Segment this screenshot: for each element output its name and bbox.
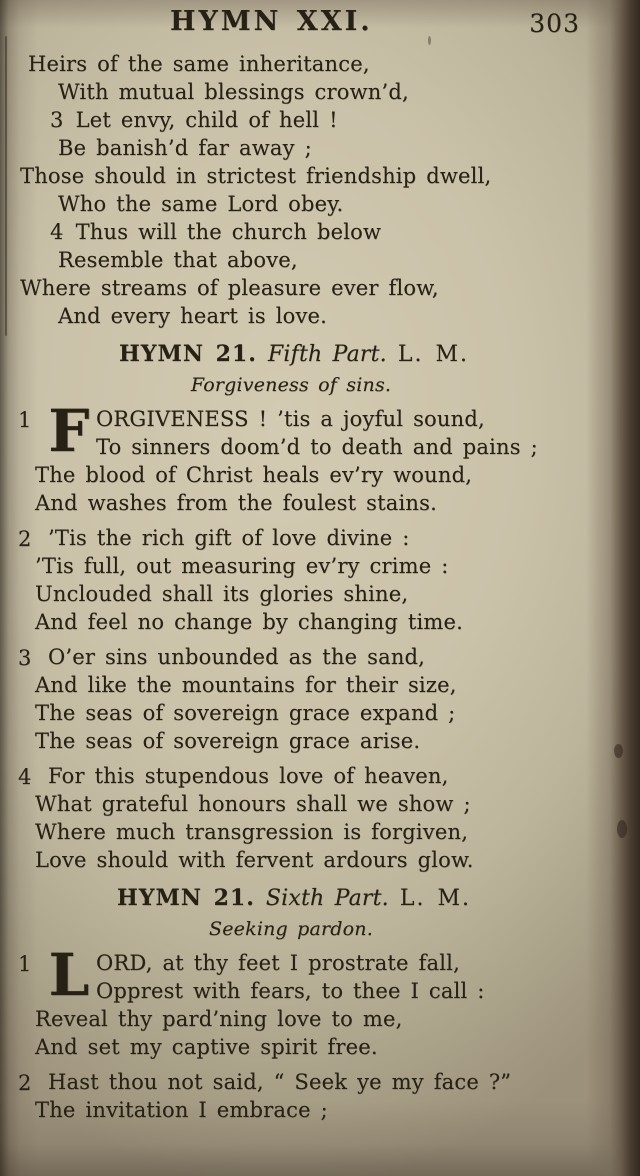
verse-line: And like the mountains for their size, [35,673,457,697]
hymn-meter: L. M. [397,342,469,367]
verse-line: Love should with fervent ardours glow. [35,848,474,872]
hymn-number: HYMN 21. [119,341,257,367]
verse-number: 1 [18,408,32,432]
verse-line: ’Tis full, out measuring ev’ry crime : [35,554,449,578]
verse-number: 4 [50,220,64,244]
verse-line [50,218,594,246]
verse-line: ORGIVENESS ! ’tis a joyful sound, [96,407,485,431]
verse-line: Hast thou not said, “ Seek ye my face ?” [48,1070,512,1094]
verse-line [50,106,594,134]
verse-line: O’er sins unbounded as the sand, [48,645,426,669]
hymn-verse [18,397,594,517]
running-header [18,8,594,50]
hymn-subtitle: Forgiveness of sins. [190,374,392,396]
verse-line: ’Tis the rich gift of love divine : [48,526,410,550]
verse-number: 3 [18,646,32,670]
verse-line: Resemble that above, [58,248,298,272]
hymn-number: HYMN 21. [116,885,255,911]
verse-line: And every heart is love. [58,304,328,328]
hymn-part: Fifth Part. [267,342,387,367]
verse-line: Reveal thy pard’ning love to me, [35,1007,403,1031]
verse-line: With mutual blessings crown’d, [58,80,409,104]
verse-number: 2 [18,1071,32,1095]
hymn-part: Sixth Part. [265,886,389,911]
verse-line: For this stupendous love of heaven, [48,764,449,788]
hymn-meter: L. M. [399,886,471,911]
verse-line: And feel no change by changing time. [35,610,464,634]
hymn-verse [18,524,594,636]
hymn-heading [6,884,582,913]
verse-line: The seas of sovereign grace arise. [35,729,421,753]
hymn-verse [18,643,594,755]
verse-number: 3 [50,108,64,132]
verse-line: Where streams of pleasure ever flow, [20,276,439,300]
page-title: HYMN XXI. [170,6,373,37]
verse-line: And set my captive spirit free. [35,1035,378,1059]
drop-cap: L [48,941,90,1009]
verse-line: ORD, at thy feet I prostrate fall, [96,951,460,975]
hymn-verse [18,941,594,1061]
verse-line: Be banish’d far away ; [58,136,312,160]
verse-line: Heirs of the same inheritance, [28,52,370,76]
verse-line: The seas of sovereign grace expand ; [35,701,456,725]
verse-line: The invitation I embrace ; [35,1098,328,1122]
verse-text: Let envy, child of hell ! [75,108,338,132]
verse-number: 1 [18,952,32,976]
drop-cap: F [48,397,90,465]
page-number: 303 [529,9,580,38]
verse-text: Thus will the church below [75,220,382,244]
verse-line: To sinners doom’d to death and pains ; [96,435,538,459]
verse-line: Who the same Lord obey. [58,192,344,216]
verse-line: And washes from the foulest stains. [35,491,437,515]
verse-line: What grateful honours shall we show ; [35,792,471,816]
hymn-verse [18,1068,594,1124]
hymn-heading [6,340,582,369]
verse-number: 2 [18,527,32,551]
hymn-continuation [18,50,594,330]
verse-line: Where much transgression is forgiven, [35,820,469,844]
verse-number: 4 [18,765,32,789]
verse-line: Unclouded shall its glories shine, [35,582,409,606]
verse-line: Those should in strictest friendship dwell, [20,164,492,188]
hymn-subtitle: Seeking pardon. [209,918,373,940]
verse-line: The blood of Christ heals ev’ry wound, [35,463,473,487]
verse-line: Opprest with fears, to thee I call : [96,979,485,1003]
hymn-verse [18,762,594,874]
